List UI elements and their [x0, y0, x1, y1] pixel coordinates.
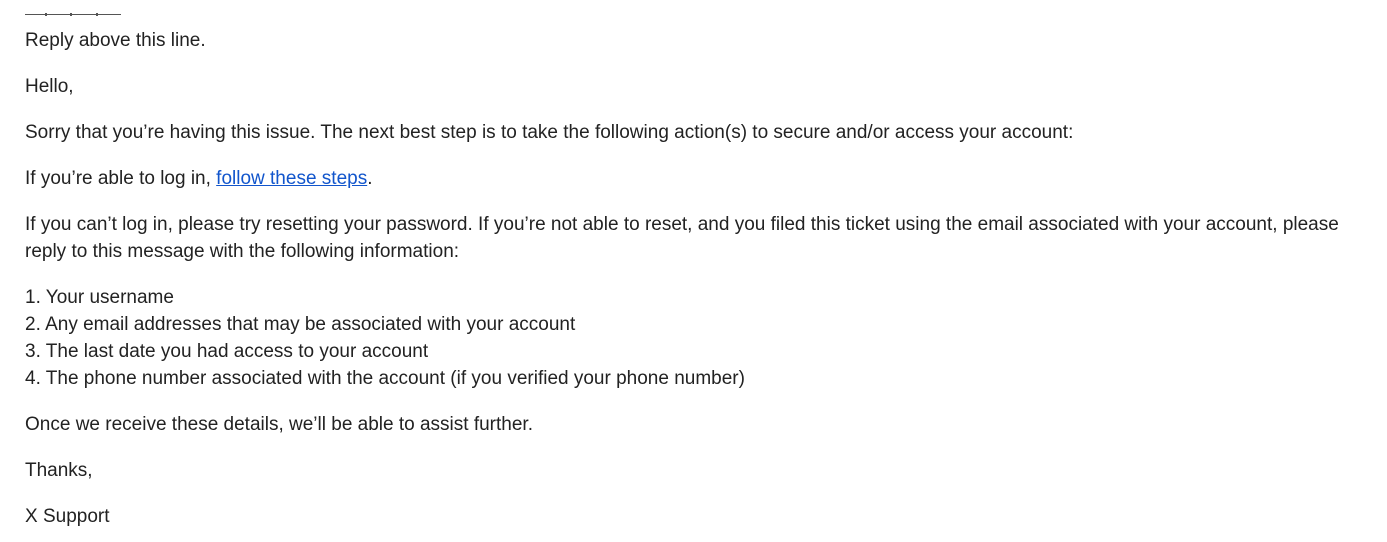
info-list	[25, 284, 1370, 392]
login-prefix: If you’re able to log in,	[25, 168, 217, 189]
greeting: Hello,	[25, 76, 74, 97]
email-body	[25, 0, 1370, 530]
login-suffix: .	[367, 168, 373, 189]
reply-separator	[25, 0, 125, 18]
separator-dot	[96, 13, 98, 16]
separator-dot	[45, 13, 47, 16]
thanks-line: Thanks,	[25, 460, 93, 481]
follow-steps-link[interactable]: follow these steps	[216, 168, 368, 189]
closing-paragraph: Once we receive these details, we’ll be able to assist further.	[25, 414, 533, 435]
separator-line	[25, 14, 121, 15]
signature: X Support	[25, 506, 110, 527]
list-item: 2. Any email addresses that may be associated with your account	[25, 314, 576, 335]
separator-dot	[70, 13, 72, 16]
login-paragraph	[25, 165, 1370, 192]
intro-paragraph: Sorry that you’re having this issue. The next best step is to take the following action(s) to secure and/or access your account:	[25, 122, 1074, 143]
list-item: 4. The phone number associated with the account (if you verified your phone number)	[25, 368, 745, 389]
reset-paragraph: If you can’t log in, please try resetting your password. If you’re not able to reset, and you filed this ticket using the email associated with your account, please reply to this message with the following information:	[25, 214, 1339, 262]
reply-above-line: Reply above this line.	[25, 30, 206, 51]
list-item: 1. Your username	[25, 287, 174, 308]
list-item: 3. The last date you had access to your account	[25, 341, 429, 362]
